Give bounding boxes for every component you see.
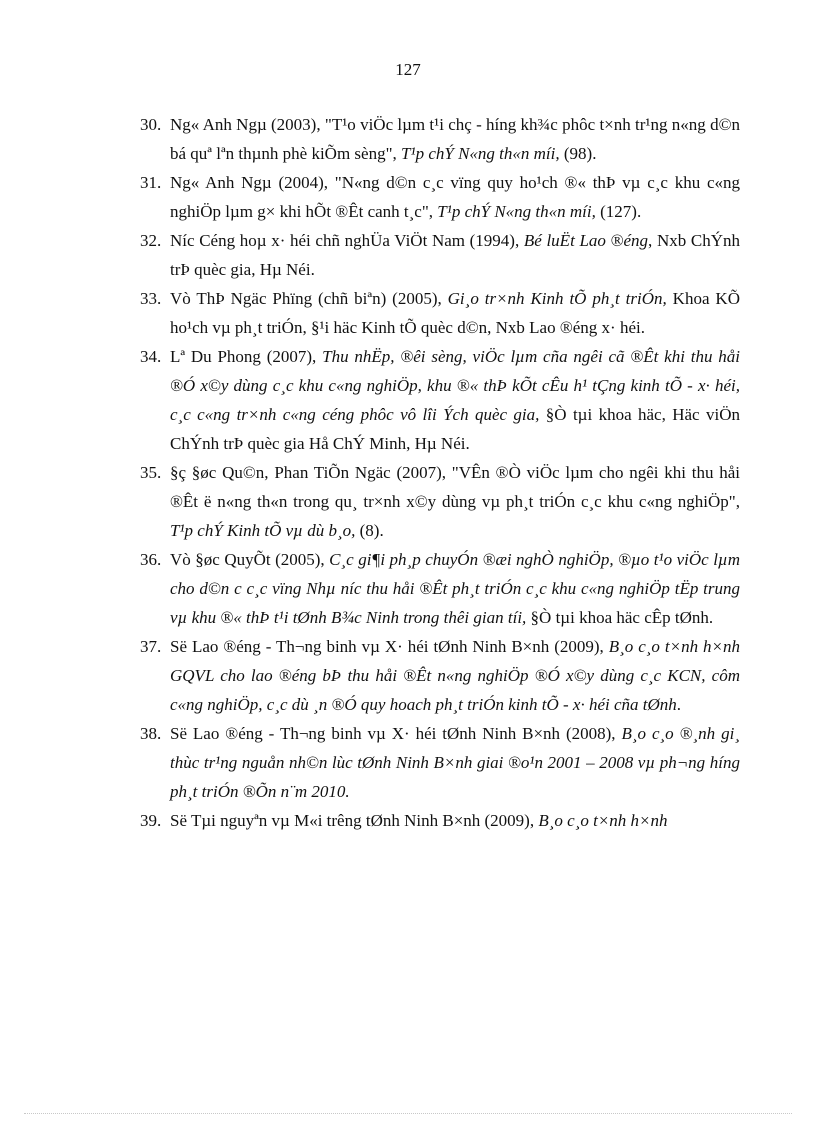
reference-entry xyxy=(140,632,740,719)
reference-title: Bé luËt Lao ®éng xyxy=(523,231,649,250)
reference-entry xyxy=(140,545,740,632)
reference-entry xyxy=(140,719,740,806)
reference-text xyxy=(140,458,740,545)
reference-number: 32. xyxy=(140,231,162,250)
reference-entry xyxy=(140,226,740,284)
reference-detail: §Ò tµi khoa häc, Häc viÖn ChÝnh trÞ quèc gia Hå ChÝ Minh, Hµ Néi. xyxy=(170,405,740,453)
reference-detail: §Ò tµi khoa häc cÊp tØnh. xyxy=(526,608,714,627)
reference-detail: Vò §øc QuyÕt (2005), xyxy=(170,550,330,569)
reference-title: Thu nhËp, ®êi sèng, viÖc lµm cña ngêi cã ®Êt khi thu håi ®Ó x©y dùng c¸c khu c«ng nghiÖp, khu ®« thÞ kÕt cÊu h¹ tÇng kinh tÕ - x· héi, c¸c c«ng tr×nh c«ng céng phôc vô lîi Ých quèc gia, xyxy=(170,347,740,424)
reference-text xyxy=(140,719,740,806)
reference-detail: §ç §øc Qu©n, Phan TiÕn Ngäc (2007), "VÊn ®Ò viÖc lµm cho ngêi khi thu håi ®Êt ë n«ng th«n trong qu¸ tr×nh x©y dùng vµ ph¸t triÓn c¸c khu c«ng nghiÖp", xyxy=(170,463,740,511)
reference-number: 36. xyxy=(140,550,162,569)
reference-title: T¹p chÝ Kinh tÕ vµ dù b¸o, xyxy=(170,521,356,540)
reference-detail: , Nxb ChÝnh trÞ quèc gia, Hµ Néi. xyxy=(170,231,740,279)
reference-detail: (98). xyxy=(559,144,597,163)
reference-detail: (127). xyxy=(595,202,642,221)
reference-entry xyxy=(140,168,740,226)
reference-number: 35. xyxy=(140,463,162,482)
reference-entry xyxy=(140,110,740,168)
reference-number: 37. xyxy=(140,637,162,656)
reference-entry xyxy=(140,284,740,342)
reference-detail: Khoa KÕ ho¹ch vµ ph¸t triÓn, §¹i häc Kinh tÕ quèc d©n, Nxb Lao ®éng x· héi. xyxy=(170,289,740,337)
reference-entry xyxy=(140,458,740,545)
reference-text xyxy=(140,806,740,835)
reference-title: C¸c gi¶i ph¸p chuyÓn ®æi nghÒ nghiÖp, ®µo t¹o viÖc lµm cho d©n c c¸c vïng Nhµ níc thu håi ®Êt ph¸t triÓn c¸c khu c«ng nghiÖp tËp trung vµ khu ®« thÞ t¹i tØnh B¾c Ninh trong thêi gian tíi, xyxy=(170,550,740,627)
reference-number: 31. xyxy=(140,173,162,192)
reference-detail: Së Lao ®éng - Th¬ng binh vµ X· héi tØnh Ninh B×nh (2009), xyxy=(170,637,609,656)
reference-title: B¸o c¸o t×nh h×nh GQVL cho lao ®éng bÞ thu håi ®Êt n«ng nghiÖp ®Ó x©y dùng c¸c KCN, côm c«ng nghiÖp, c¸c dù ¸n ®Ó quy hoach ph¸t triÓn kinh tÕ - x· héi cña tØnh xyxy=(170,637,740,714)
reference-title: T¹p chÝ N«ng th«n míi, xyxy=(401,144,560,163)
reference-text xyxy=(140,284,740,342)
reference-text xyxy=(140,110,740,168)
reference-entry xyxy=(140,342,740,458)
reference-detail: . xyxy=(676,695,682,714)
reference-detail: Vò ThÞ Ngäc Phïng (chñ biªn) (2005), xyxy=(170,289,448,308)
reference-detail: (8). xyxy=(355,521,384,540)
reference-detail: Lª Du Phong (2007), xyxy=(170,347,323,366)
reference-number: 38. xyxy=(140,724,162,743)
reference-entry xyxy=(140,806,740,835)
reference-number: 33. xyxy=(140,289,162,308)
reference-number: 39. xyxy=(140,811,162,830)
page-bottom-divider xyxy=(24,1113,792,1114)
reference-text xyxy=(140,632,740,719)
reference-text xyxy=(140,226,740,284)
reference-number: 30. xyxy=(140,115,162,134)
page-number: 127 xyxy=(395,60,421,79)
reference-detail: Së Tµi nguyªn vµ M«i trêng tØnh Ninh B×nh (2009), xyxy=(170,811,539,830)
reference-title: B¸o c¸o t×nh h×nh xyxy=(538,811,668,830)
reference-text xyxy=(140,168,740,226)
reference-title: B¸o c¸o ®¸nh gi¸ thùc tr¹ng nguån nh©n lùc tØnh Ninh B×nh giai ®o¹n 2001 – 2008 vµ ph¬ng híng ph¸t triÓn ®Õn n¨m 2010. xyxy=(170,724,740,801)
reference-text xyxy=(140,342,740,458)
reference-detail: Së Lao ®éng - Th¬ng binh vµ X· héi tØnh Ninh B×nh (2008), xyxy=(170,724,622,743)
reference-detail: Ng« Anh Ngµ (2003), "T¹o viÖc lµm t¹i chç - híng kh¾c phôc t×nh tr¹ng n«ng d©n bá quª lªn thµnh phè kiÕm sèng", xyxy=(170,115,740,163)
reference-number: 34. xyxy=(140,347,162,366)
reference-detail: Níc Céng hoµ x· héi chñ nghÜa ViÖt Nam (1994), xyxy=(170,231,524,250)
reference-detail: Ng« Anh Ngµ (2004), "N«ng d©n c¸c vïng quy ho¹ch ®« thÞ vµ c¸c khu c«ng nghiÖp lµm g× khi hÕt ®Êt canh t¸c", xyxy=(170,173,740,221)
reference-list xyxy=(140,110,740,835)
reference-title: T¹p chÝ N«ng th«n míi, xyxy=(437,202,596,221)
reference-title: Gi¸o tr×nh Kinh tÕ ph¸t triÓn, xyxy=(447,289,667,308)
reference-text xyxy=(140,545,740,632)
